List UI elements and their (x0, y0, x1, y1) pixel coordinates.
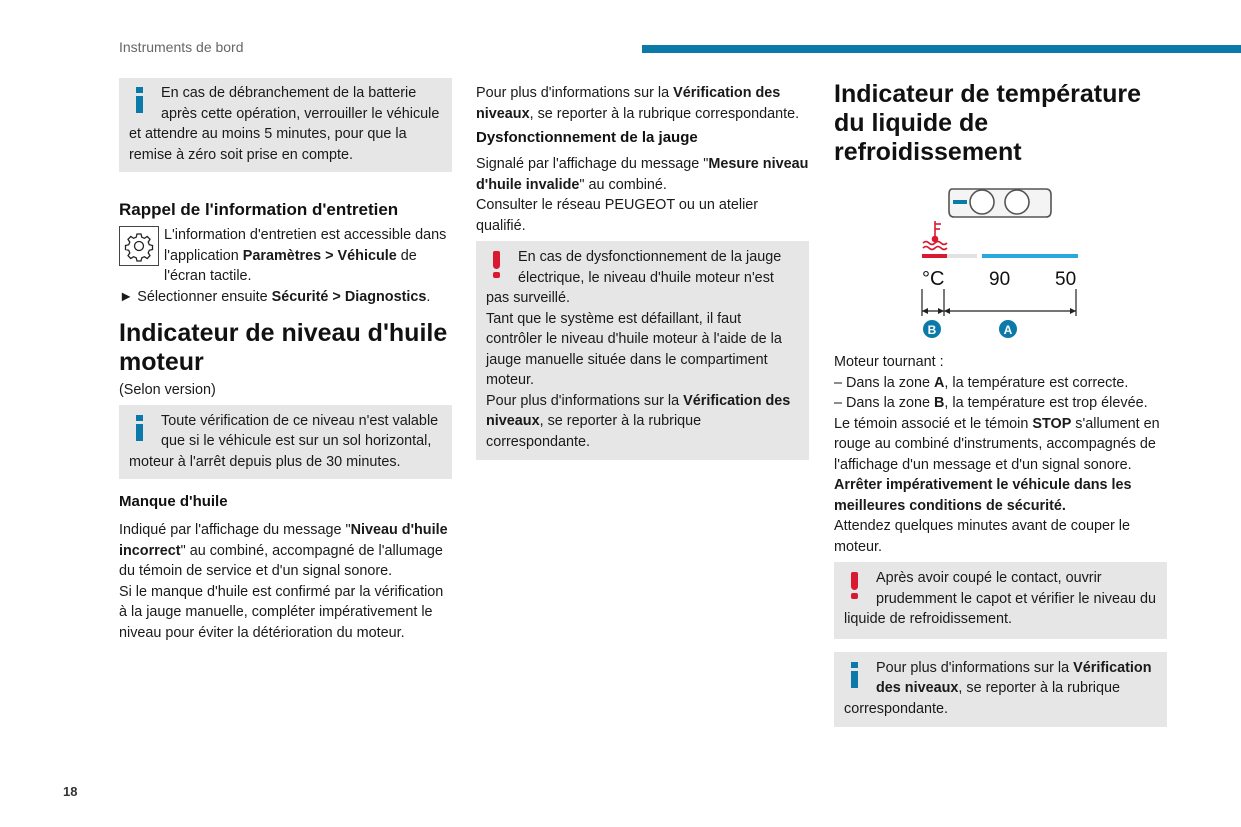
warn-text-3: Pour plus d'informations sur la Vérification des niveaux, se reporter à la rubrique correspondante. (486, 392, 791, 450)
warn-text-1: En cas de dysfonctionnement de la jauge électrique, le niveau d'huile moteur n'est pas surveillé. (486, 249, 782, 306)
dashboard-cluster-icon (949, 189, 1051, 217)
warning-icon (484, 249, 514, 279)
zone-a-text: – Dans la zone A, la température est correcte. (834, 374, 1129, 391)
heading-manque-huile: Manque d'huile (119, 493, 228, 510)
page-number: 18 (63, 784, 78, 799)
heading-temperature: Indicateur de température du liquide de refroidissement (834, 80, 1142, 166)
column-1 (119, 78, 452, 643)
arret-text: Arrêter impérativement le véhicule dans les meilleures conditions de sécurité. (834, 477, 1132, 514)
rappel-text: L'information d'entretien est accessible dans l'application Paramètres > Véhicule de l'écran tactile. (164, 227, 447, 284)
dysf-text-2: Consulter le réseau PEUGEOT ou un atelier qualifié. (476, 197, 759, 234)
info-icon (127, 85, 157, 115)
manque-text-2: Si le manque d'huile est confirmé par la vérification à la jauge manuelle, compléter impérativement le niveau pour éviter la détérioration du moteur. (119, 583, 444, 641)
heading-rappel: Rappel de l'information d'entretien (119, 200, 399, 219)
warn-text-2: Tant que le système est défaillant, il faut contrôler le niveau d'huile moteur à l'aide de la jauge manuelle située dans le compartiment moteur. (486, 310, 782, 388)
gauge-svg (834, 179, 1167, 364)
info-icon (127, 413, 157, 443)
dimension-lines (922, 289, 1076, 316)
zone-a-bar (982, 254, 1078, 258)
dysf-text-1: Signalé par l'affichage du message "Mesure niveau d'huile invalide" au combiné. (476, 156, 809, 193)
info-note-verification (119, 405, 452, 480)
gauge-neutral-bar (947, 254, 977, 258)
warning-note-capot (834, 562, 1167, 639)
zone-b-text: – Dans la zone B, la température est trop élevée. Le témoin associé et le témoin STOP s'allument en rouge au combiné d'instruments, accompagnés de l'affichage d'un message et d'un signal sonore. (834, 395, 1160, 473)
zone-b-label: B (927, 323, 937, 337)
settings-gear-icon (119, 226, 159, 266)
info-note-battery (119, 78, 452, 172)
warn-capot-text: Après avoir coupé le contact, ouvrir prudemment le capot et vérifier le niveau du liquide de refroidissement. (844, 570, 1156, 627)
selon-version: (Selon version) (119, 382, 216, 398)
section-title: Instruments de bord (119, 39, 244, 55)
info-niveaux-text: Pour plus d'informations sur la Vérification des niveaux, se reporter à la rubrique correspondante. (844, 659, 1152, 717)
unit-label: °C (922, 268, 945, 290)
note-battery-text: En cas de débranchement de la batterie après cette opération, verrouiller le véhicule et attendre au moins 5 minutes, pour que la remise à zéro soit prise en compte. (129, 85, 440, 163)
column-2 (476, 83, 809, 460)
temperature-gauge-figure (834, 179, 1167, 364)
mark-90: 90 (989, 269, 1011, 290)
mark-50: 50 (1055, 269, 1077, 290)
rappel-block (119, 225, 452, 307)
intro-text: Pour plus d'informations sur la Vérification des niveaux, se reporter à la rubrique correspondante. (476, 85, 800, 122)
attendez-text: Attendez quelques minutes avant de couper le moteur. (834, 518, 1131, 555)
warning-note-jauge (476, 241, 809, 460)
header-accent-bar (642, 45, 1241, 53)
heading-niveau-huile: Indicateur de niveau d'huile moteur (119, 319, 448, 376)
note-verif-text: Toute vérification de ce niveau n'est valable que si le véhicule est sur un sol horizontal, moteur à l'arrêt depuis plus de 30 minutes. (129, 412, 439, 470)
info-note-niveaux (834, 652, 1167, 728)
heading-dysfonctionnement: Dysfonctionnement de la jauge (476, 129, 698, 146)
manque-text-1: Indiqué par l'affichage du message "Niveau d'huile incorrect" au combiné, accompagné de l'allumage du témoin de service et d'un signal sonore. (119, 522, 448, 579)
column-3 (834, 80, 1167, 727)
zone-b-bar (922, 254, 947, 258)
zone-a-label: A (1003, 323, 1013, 337)
warning-icon (842, 570, 872, 600)
moteur-tournant: Moteur tournant : (834, 354, 944, 370)
coolant-temperature-icon (923, 221, 947, 250)
info-icon (842, 660, 872, 690)
rappel-select: ► Sélectionner ensuite Sécurité > Diagnostics. (119, 288, 431, 305)
